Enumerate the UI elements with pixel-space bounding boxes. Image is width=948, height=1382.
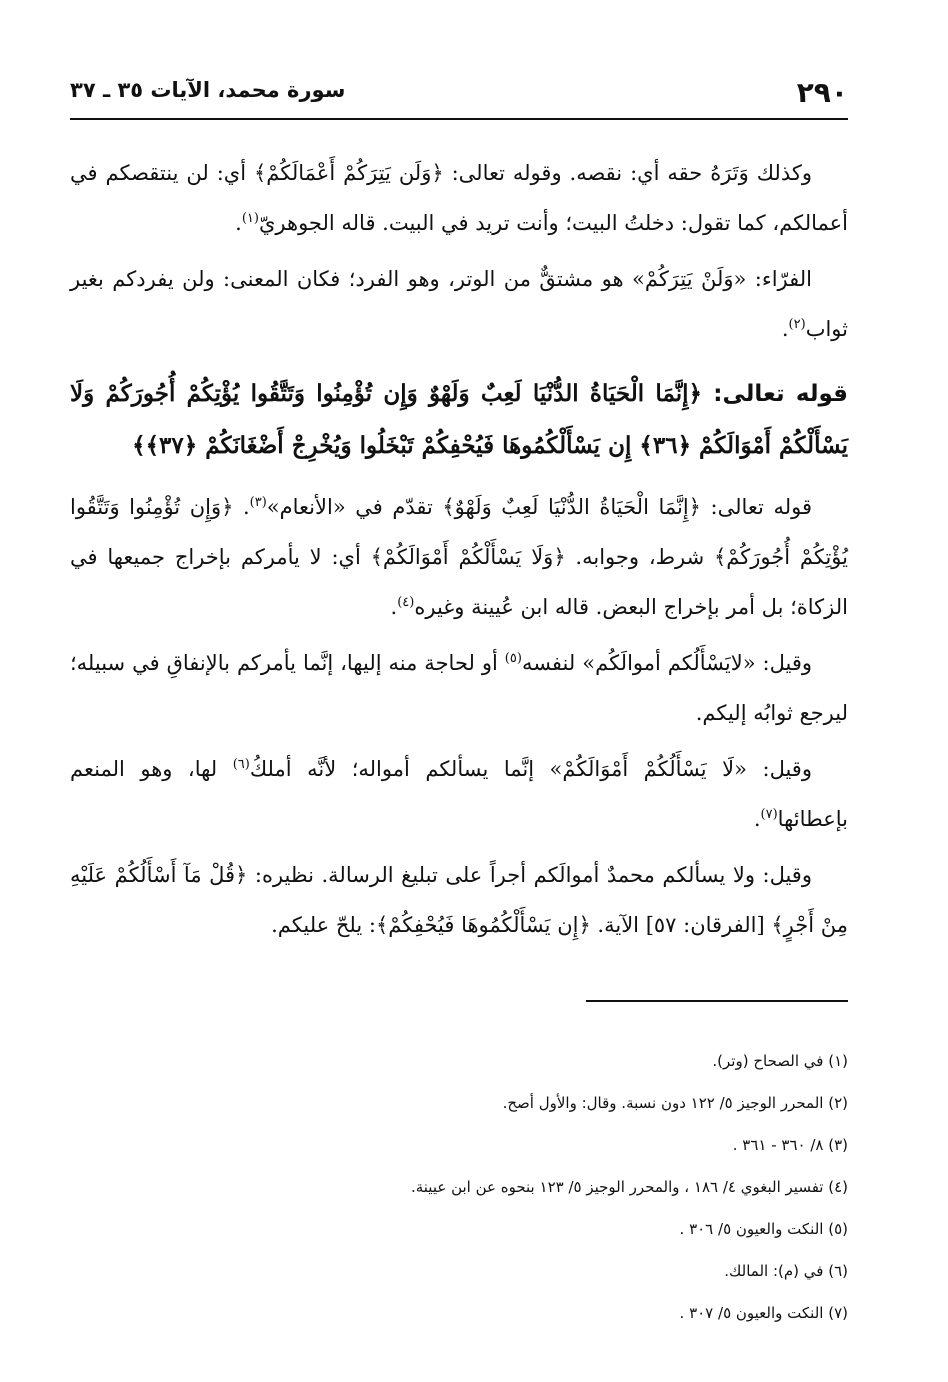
paragraph-text: . ﴿وَإِن تُؤْمِنُوا وَتَتَّقُوا يُؤْتِكُمْ أُجُورَكُمْ﴾ شرط، وجوابه. ﴿وَلَا يَسْأَلْكُمْ أَمْوَالَكُمْ﴾ أي: لا يأمركم بإخراج جميعها في الزكاة؛ بل أمر بإخراج البعض. قاله ابن عُيينة وغيره [70,495,848,619]
verse-heading [70,368,848,472]
footnote: (٢) المحرر الوجيز ٥/ ١٢٢ دون نسبة. وقال: والأول أصح. [502,1094,848,1112]
paragraph-text: وقيل: ولا يسألكم محمدٌ أموالَكم أجراً على تبليغ الرسالة. نظيره: ﴿قُلْ مَآ أَسْأَلُكُمْ عَلَيْهِ مِنْ أَجْرٍ﴾ [الفرقان: ٥٧] الآية. ﴿إِن يَسْأَلْكُمُوهَا فَيُحْفِكُمْ﴾: يلحّ عليكم. [70,863,848,937]
paragraph-text: . [235,211,242,235]
footnote-divider [586,1000,848,1002]
footnote: (٣) ٨/ ٣٦٠ - ٣٦١ . [732,1136,848,1154]
paragraph-text: أو لحاجة منه إليها، إنَّما يأمركم بالإنفاقِ في سبيله؛ ليرجع ثوابُه إليكم. [70,651,848,725]
footnotes [70,1040,848,1334]
paragraph [70,148,848,248]
paragraph [70,638,848,738]
footnote: (٥) النكت والعيون ٥/ ٣٠٦ . [679,1220,848,1238]
paragraph [70,482,848,632]
paragraph-text: لها، وهو المنعم بإعطائها [70,757,848,831]
running-title: سورة محمد، الآيات ٣٥ ـ ٣٧ [70,78,346,102]
verse-text: ﴿إِنَّمَا الْحَيَاةُ الدُّنْيَا لَعِبٌ وَلَهْوٌ وَإِن تُؤْمِنُوا وَتَتَّقُوا يُؤْتِكُمْ أُجُورَكُمْ وَلَا يَسْأَلْكُمْ أَمْوَالَكُمْ ﴿٣٦﴾ إِن يَسْأَلْكُمُوهَا فَيُحْفِكُمْ تَبْخَلُوا وَيُخْرِجْ أَضْغَانَكُمْ ﴿٣٧﴾﴾ [70,380,848,459]
footnote: (١) في الصحاح (وتر). [712,1052,848,1070]
page-header [70,74,848,120]
paragraph-text: الفرّاء: «وَلَنْ يَتِرَكُمْ» هو مشتقٌّ من الوتر، وهو الفرد؛ فكان المعنى: ولن يفردكم بغير ثواب [70,267,848,341]
paragraph-text: . [390,595,398,619]
footnote: (٧) النكت والعيون ٥/ ٣٠٧ . [679,1304,848,1322]
paragraph [70,744,848,844]
paragraph-text: . [753,807,761,831]
footnote-ref: (٤) [397,595,415,610]
footnote-ref: (٦) [232,757,250,772]
footnote-ref: (١) [241,211,259,226]
paragraph-text: . [781,317,789,341]
footnote: (٤) تفسير البغوي ٤/ ١٨٦ ، والمحرر الوجيز ٥/ ١٢٣ بنحوه عن ابن عيينة. [410,1178,848,1196]
footnote-ref: (٥) [504,651,522,666]
paragraph [70,850,848,950]
footnote: (٦) في (م): المالك. [724,1262,848,1280]
footnote-ref: (٣) [249,495,267,510]
footnote-ref: (٢) [788,317,806,332]
paragraph [70,254,848,354]
main-text [70,148,848,956]
paragraph-text: وقيل: «لايَسْأَلُكم أموالَكُم» لنفسه [521,651,813,675]
paragraph-text: وكذلك وَتَرَهُ حقه أي: نقصه. وقوله تعالى: ﴿وَلَن يَتِرَكُمْ أَعْمَالَكُمْ﴾ أي: لن ينتقصكم في أعمالكم، كما تقول: دخلتُ البيت؛ وأنت تريد في البيت. قاله الجوهريّ [70,161,848,235]
paragraph-text: قوله تعالى: ﴿إِنَّمَا الْحَيَاةُ الدُّنْيَا لَعِبٌ وَلَهْوٌ﴾ تقدّم في «الأنعام» [266,495,812,519]
page-number: ٢٩٠ [796,76,848,109]
footnote-ref: (٧) [760,807,778,822]
verse-label: قوله تعالى: [713,381,848,407]
paragraph-text: وقيل: «لَا يَسْأَلُكُمْ أَمْوَالَكُمْ» إنَّما يسألكم أمواله؛ لأنَّه أملكُ [249,757,812,781]
